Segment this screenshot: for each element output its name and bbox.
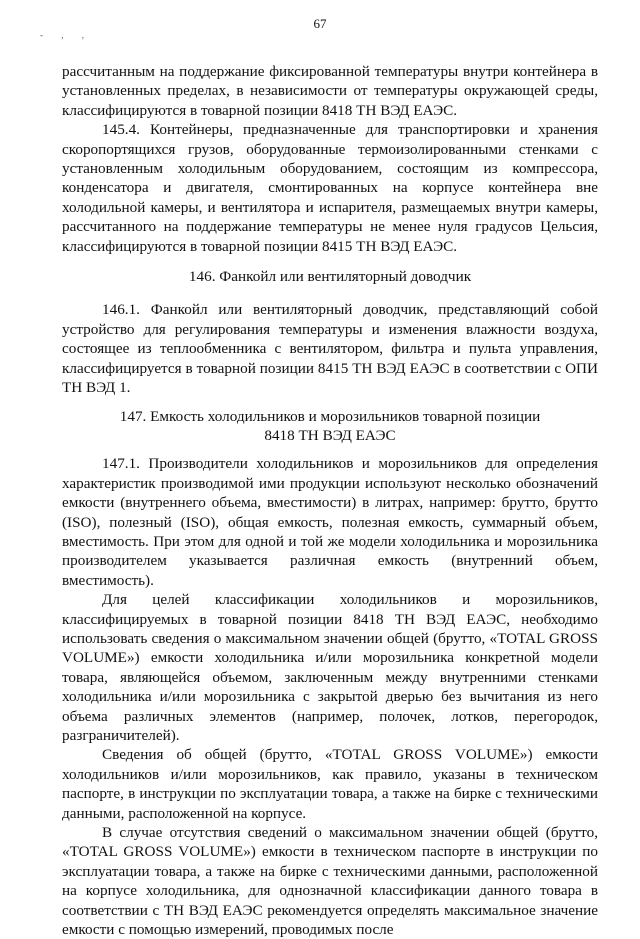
paragraph-145-4: 145.4. Контейнеры, предназначенные для транспортировки и хранения скоропортящихся грузов, оборудованные термоизолированными стенками с установленным холодильным оборудованием, состоящим из компрессора, конденсатора и двигателя, смонтированных на корпусе контейнера вне холодильной камеры, и вентилятора и испарителя, размещаемых внутри камеры, рассчитанного на поддержание температуры не менее нуля градусов Цельсия, классифицируются в товарной позиции 8415 ТН ВЭД ЕАЭС. [62, 121, 598, 255]
paragraph-146-1: 146.1. Фанкойл или вентиляторный доводчик, представляющий собой устройство для регулирования температуры и изменения влажности воздуха, состоящее из теплообменника с вентилятором, фильтра и пульта управления, классифицируется в товарной позиции 8415 ТН ВЭД ЕАЭС в соответствии с ОПИ ТН ВЭД 1. [62, 301, 598, 397]
document-body [62, 62, 598, 939]
section-heading-147 [62, 407, 598, 446]
section-heading-147-line2: 8418 ТН ВЭД ЕАЭС [264, 426, 396, 444]
paragraph-147-1-sources: Сведения об общей (брутто, «TOTAL GROSS VOLUME») емкости холодильников и/или морозильников, как правило, указаны в техническом паспорте, в инструкции по эксплуатации товара, а также на бирке с техническими данными, расположенной на корпусе. [62, 746, 598, 822]
paragraph-145-3-continued: рассчитанным на поддержание фиксированной температуры внутри контейнера в установленных пределах, в независимости от температуры окружающей среды, классифицируются в товарной позиции 8418 ТН ВЭД ЕАЭС. [62, 63, 598, 119]
paragraph-147-1: 147.1. Производители холодильников и морозильников для определения характеристик производимой ими продукции используют несколько обозначений емкости (внутреннего объема, вместимости) в литрах, например: брутто, брутто (ISO), полезный (ISO), общая емкость, полезная емкость, суммарный объем, вместимость. При этом для одной и той же модели холодильника и морозильника производителем указывается различная емкость (внутренний объем, вместимость). [62, 455, 598, 589]
section-heading-147-line1: 147. Емкость холодильников и морозильников товарной позиции [119, 407, 541, 425]
section-heading-146: 146. Фанкойл или вентиляторный доводчик [188, 268, 472, 286]
page-number: 67 [313, 16, 327, 31]
paragraph-147-1-absence: В случае отсутствия сведений о максимальном значении общей (брутто, «TOTAL GROSS VOLUME») емкости в техническом паспорте в инструкции по эксплуатации товара, а также на бирке с техническими данными, расположенной на корпусе холодильника, для однозначной классификации данного товара в соответствии с ТН ВЭД ЕАЭС рекомендуется определять максимальное значение емкости с помощью измерений, проводимых после [62, 824, 598, 939]
paragraph-147-1-purpose: Для целей классификации холодильников и морозильников, классифицируемых в товарной позиции 8418 ТН ВЭД ЕАЭС, необходимо использовать сведения о максимальном значении общей (брутто, «TOTAL GROSS VOLUME») емкости холодильника и/или морозильника конкретной модели товара, являющейся объемом, заключенным между внутренними стенками холодильника и/или морозильника с закрытой дверью без вычитания из него объема различных элементов (например, полочек, лотков, перегородок, разграничителей). [62, 591, 598, 744]
scan-specks: - , , [40, 30, 92, 40]
